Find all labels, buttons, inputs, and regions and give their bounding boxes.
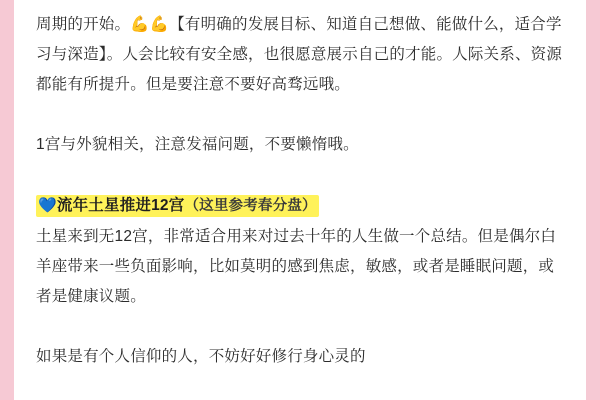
paragraph-spacer-1 [36, 100, 564, 130]
section-heading-title: 流年土星推进12宫 [56, 197, 185, 214]
paragraph-2: 1宫与外貌相关，注意发福问题，不要懒惰哦。 [36, 136, 359, 153]
paragraph-4: 如果是有个人信仰的人，不妨好好修行身心灵的 [36, 348, 366, 365]
blue-heart-icon: 💙 [38, 197, 57, 214]
paragraph-spacer-3 [36, 312, 564, 342]
paragraph-spacer-2 [36, 160, 564, 190]
paragraph-3: 土星来到无12宫，非常适合用来对过去十年的人生做一个总结。但是偶尔白羊座带来一些负面影响，比如莫明的感到焦虑，敏感，或者是睡眠问题，或者是健康议题。 [36, 228, 557, 305]
section-heading [36, 192, 564, 220]
article-card [14, 0, 586, 400]
article-content [36, 10, 564, 372]
paragraph-1: 周期的开始。💪💪【有明确的发展目标、知道自己想做、能做什么，适合学习与深造】。人会比较有安全感，也很愿意展示自己的才能。人际关系、资源都能有所提升。但是要注意不要好高骛远哦。 [36, 16, 563, 93]
section-heading-note: （这里参考春分盘） [184, 198, 317, 214]
